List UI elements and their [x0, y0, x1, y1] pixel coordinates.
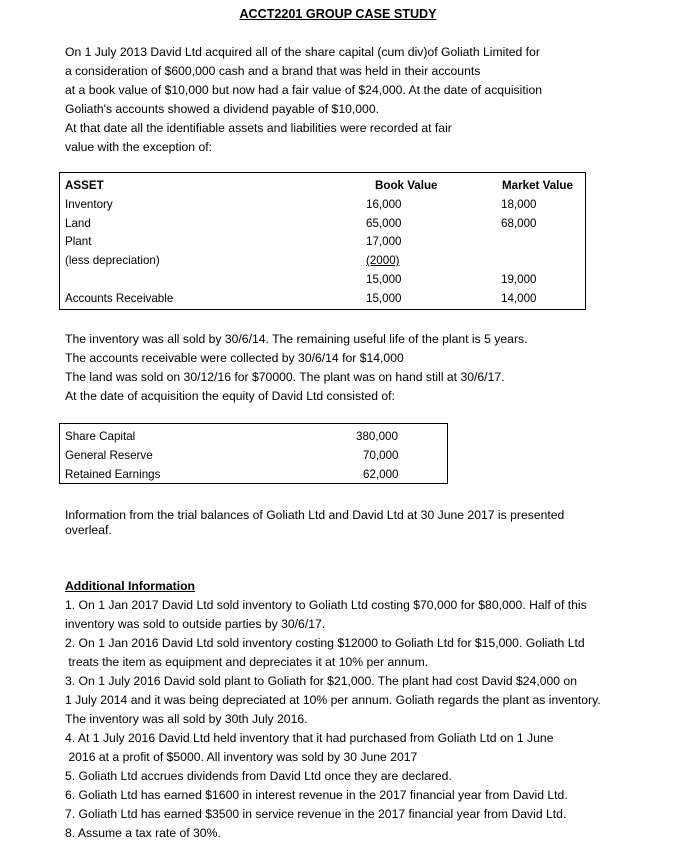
asset-cell: Plant — [65, 235, 92, 248]
additional-line: 5. Goliath Ltd accrues dividends from David Ltd once they are declared. — [65, 769, 452, 783]
equity-value: 70,000 — [363, 449, 399, 462]
additional-line: 2016 at a profit of $5000. All inventory was sold by 30 June 2017 — [65, 750, 418, 764]
equity-value: 62,000 — [363, 468, 399, 481]
intro-line: at a book value of $10,000 but now had a fair value of $24,000. At the date of acquisition — [65, 83, 543, 97]
market-value-cell: 14,000 — [501, 292, 537, 305]
middle-line: The inventory was all sold by 30/6/14. The remaining useful life of the plant is 5 years. — [65, 332, 528, 346]
equity-value: 380,000 — [356, 430, 398, 443]
book-value-cell: 15,000 — [366, 292, 402, 305]
market-value-cell: 19,000 — [501, 273, 537, 286]
market-value-cell: 18,000 — [501, 198, 537, 211]
book-value-cell: (2000) — [366, 254, 400, 267]
additional-line: 6. Goliath Ltd has earned $1600 in interest revenue in the 2017 financial year from David Ltd. — [65, 788, 568, 802]
additional-line: inventory was sold to outside parties by 30/6/17. — [65, 617, 326, 631]
market-value-cell: 68,000 — [501, 217, 537, 230]
book-value-cell: 17,000 — [366, 235, 402, 248]
additional-line: 3. On 1 July 2016 David sold plant to Goliath for $21,000. The plant had cost David $24,000 on — [65, 674, 577, 688]
asset-table — [59, 172, 586, 310]
book-value-cell: 65,000 — [366, 217, 402, 230]
book-value-cell: 15,000 — [366, 273, 402, 286]
additional-line: 1. On 1 Jan 2017 David Ltd sold inventory to Goliath Ltd costing $70,000 for $80,000. Half of this — [65, 598, 587, 612]
asset-cell: Accounts Receivable — [65, 292, 174, 305]
middle-line: The accounts receivable were collected by 30/6/14 for $14,000 — [65, 351, 404, 365]
additional-line: 1 July 2014 and it was being depreciated at 10% per annum. Goliath regards the plant as inventory. — [65, 693, 601, 707]
intro-line: value with the exception of: — [65, 140, 213, 154]
additional-line: 8. Assume a tax rate of 30%. — [65, 826, 221, 840]
note-line: Information from the trial balances of Goliath Ltd and David Ltd at 30 June 2017 is presented — [65, 508, 565, 522]
intro-line: On 1 July 2013 David Ltd acquired all of the share capital (cum div)of Goliath Limited for — [65, 45, 540, 59]
intro-line: Goliath's accounts showed a dividend payable of $10,000. — [65, 102, 380, 116]
additional-line: The inventory was all sold by 30th July 2016. — [65, 712, 308, 726]
intro-line: At that date all the identifiable assets and liabilities were recorded at fair — [65, 121, 452, 135]
additional-line: 4. At 1 July 2016 David Ltd held inventory that it had purchased from Goliath Ltd on 1 June — [65, 731, 554, 745]
book-value-cell: 16,000 — [366, 198, 402, 211]
additional-line: 2. On 1 Jan 2016 David Ltd sold inventory costing $12000 to Goliath Ltd for $15,000. Goliath Ltd — [65, 636, 585, 650]
equity-table — [59, 423, 448, 484]
equity-label: General Reserve — [65, 449, 153, 462]
asset-cell: Land — [65, 217, 91, 230]
equity-label: Retained Earnings — [65, 468, 161, 481]
note-line: overleaf. — [65, 523, 112, 537]
middle-line: The land was sold on 30/12/16 for $70000. The plant was on hand still at 30/6/17. — [65, 370, 505, 384]
asset-cell: (less depreciation) — [65, 254, 160, 267]
book-value-header: Book Value — [375, 179, 438, 192]
asset-cell: Inventory — [65, 198, 113, 211]
intro-line: a consideration of $600,000 cash and a brand that was held in their accounts — [65, 64, 481, 78]
market-value-header: Market Value — [502, 179, 573, 192]
middle-line: At the date of acquisition the equity of David Ltd consisted of: — [65, 389, 395, 403]
additional-line: treats the item as equipment and depreciates it at 10% per annum. — [65, 655, 429, 669]
page-title: ACCT2201 GROUP CASE STUDY — [239, 7, 437, 21]
additional-line: 7. Goliath Ltd has earned $3500 in service revenue in the 2017 financial year from David Ltd. — [65, 807, 567, 821]
asset-header: ASSET — [65, 179, 104, 192]
additional-heading: Additional Information — [65, 579, 195, 593]
equity-label: Share Capital — [65, 430, 136, 443]
